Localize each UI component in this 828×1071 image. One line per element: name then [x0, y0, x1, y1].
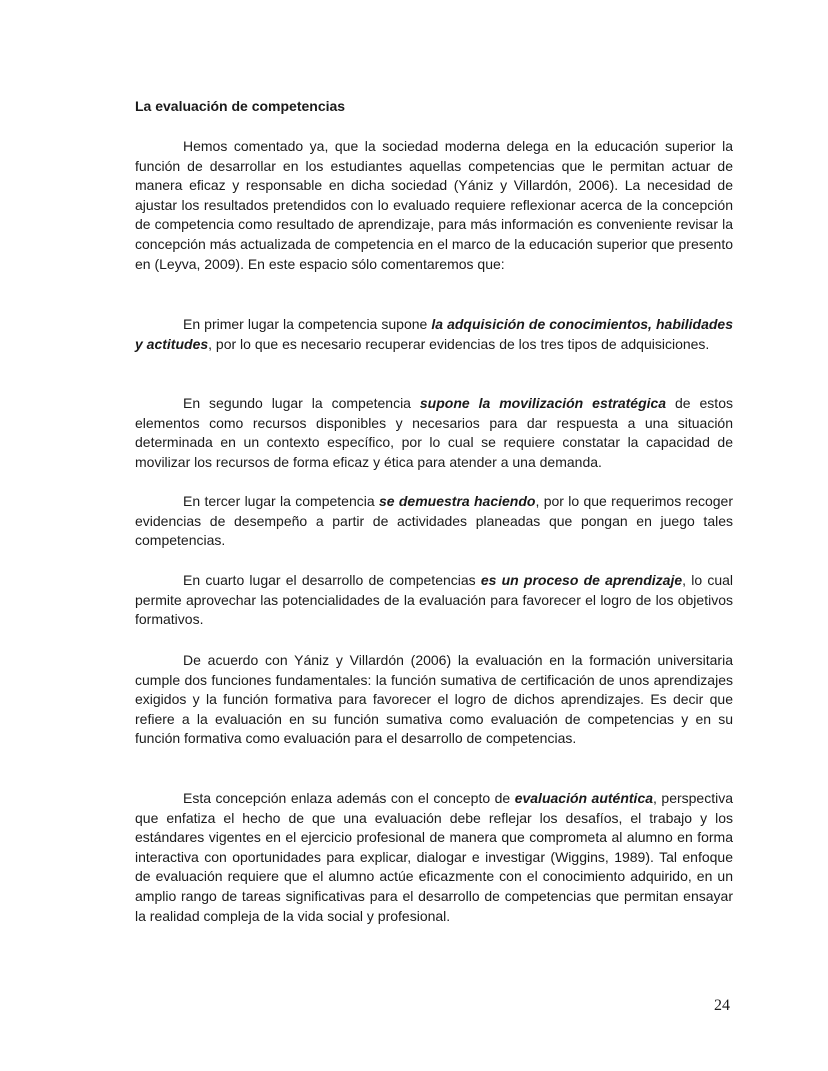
paragraph-text: , lo cual permite aprovechar las potencialidades de la evaluación para favorecer el logro de los objetivos formativos. [135, 572, 734, 628]
paragraph-text: En primer lugar la competencia supone [183, 316, 432, 332]
paragraph-functions [135, 651, 733, 749]
paragraph-text: En tercer lugar la competencia [183, 493, 379, 509]
paragraph-text: Esta concepción enlaza además con el concepto de [183, 790, 515, 806]
section-heading: La evaluación de competencias [135, 98, 346, 114]
paragraph-authentic-evaluation [135, 789, 733, 926]
paragraph-fourth-point [135, 571, 733, 630]
paragraph-text: , por lo que es necesario recuperar evidencias de los tres tipos de adquisiciones. [208, 335, 710, 352]
paragraph-intro [135, 137, 733, 274]
paragraph-second-point [135, 394, 733, 472]
paragraph-text: , por lo que requerimos recoger evidencias de desempeño a partir de actividades planeadas que pongan en juego tales competencias. [135, 493, 733, 549]
paragraph-third-point [135, 492, 733, 551]
emphasis-text: evaluación auténtica [514, 790, 654, 806]
paragraph-first-point [135, 315, 733, 354]
paragraph-text: En cuarto lugar el desarrollo de competencias [183, 572, 481, 588]
paragraph-functions-text: De acuerdo con Yániz y Villardón (2006) la evaluación en la formación universitaria cumple dos funciones fundamentales: la función sumativa de certificación de unos aprendizajes exigidos y la función formativa para favorecer el logro de dichos aprendizajes. Es decir que refiere a la evaluación en su función sumativa como evaluación de competencias y en su función formativa como evaluación para el desarrollo de competencias. [135, 652, 733, 747]
emphasis-text: la adquisición de conocimientos, habilidades y actitudes [135, 316, 734, 352]
emphasis-text: supone la movilización estratégica [419, 395, 667, 411]
paragraph-intro-text: Hemos comentado ya, que la sociedad moderna delega en la educación superior la función de desarrollar en los estudiantes aquellas competencias que le permitan actuar de manera eficaz y responsable en dicha sociedad (Yániz y Villardón, 2006). La necesidad de ajustar los resultados pretendidos con lo evaluado requiere reflexionar acerca de la concepción de competencia como resultado de aprendizaje, para más información es conveniente revisar la concepción más actualizada de competencia en el marco de la educación superior que presento en (Leyva, 2009). En este espacio sólo comentaremos que: [135, 138, 733, 272]
paragraph-text: En segundo lugar la competencia [183, 395, 420, 411]
page-number: 24 [714, 997, 730, 1014]
paragraph-text: de estos elementos como recursos disponibles y necesarios para dar respuesta a una situación determinada en un contexto específico, por lo cual se requiere constatar la capacidad de movilizar los recursos de forma eficaz y ética para atender a una demanda. [135, 395, 733, 470]
emphasis-text: se demuestra haciendo [378, 493, 536, 509]
emphasis-text: es un proceso de aprendizaje [480, 572, 683, 588]
paragraph-text: , perspectiva que enfatiza el hecho de que una evaluación debe reflejar los desafíos, el trabajo y los estándares vigentes en el ejercicio profesional de manera que comprometa al alumno en forma interactiva con oportunidades para explicar, dialogar e investigar (Wiggins, 1989). Tal enfoque de evaluación requiere que el alumno actúe eficazmente con el conocimiento adquirido, en un amplio rango de tareas significativas para el desarrollo de competencias que permitan ensayar la realidad compleja de la vida social y profesional. [135, 790, 734, 924]
